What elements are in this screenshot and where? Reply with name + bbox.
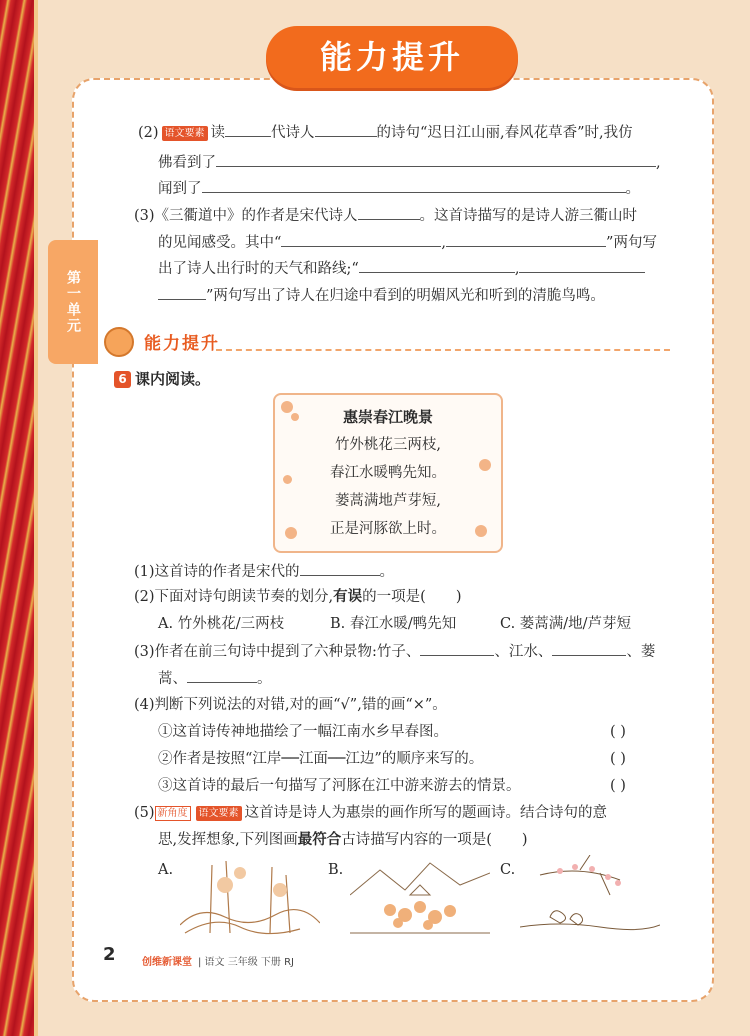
s5-text: 这首诗是诗人为惠崇的画作所写的题画诗。结合诗句的意 [244,805,608,821]
q2-line2 [158,152,661,173]
q3-line2 [158,232,657,253]
q2-line2-end: , [656,155,661,171]
q2-line1 [138,122,633,143]
pic-label-c: C. [500,862,516,878]
q3-line2-a: 的见闻感受。其中“ [158,235,282,251]
q2-text-b: 代诗人 [271,125,315,141]
q6-heading [114,369,210,389]
poem-frame [273,393,503,553]
brand-name: 创维新课堂 [142,957,192,968]
decorative-ribbon [0,0,34,1036]
blank-q3-line-a[interactable] [281,232,441,247]
q3-line1 [134,205,637,226]
picture-b-mountain-village[interactable] [350,855,490,935]
q3-line3 [158,258,645,279]
q3-line3-b: , [514,261,520,277]
s3-line2-text: 蒿、 [158,671,187,687]
blank-q3-line-e[interactable] [158,285,206,300]
ribbon-edge [34,0,38,1036]
s3-text-c: 、蒌 [626,644,656,660]
q3-line3-a: 出了诗人出行时的天气和路线;“ [158,261,359,277]
s4-item-3: ③这首诗的最后一句描写了河豚在江中游来游去的情景。 [158,778,521,794]
page-number: 2 [103,944,116,965]
q2-line3-text: 闻到了 [158,181,202,197]
q6-label: 课内阅读。 [135,370,211,388]
poem-line-1: 竹外桃花三两枝, [334,437,442,453]
s1 [134,561,394,582]
blank-q3-line-d[interactable] [519,258,645,273]
s5-line2-bold: 最符合 [297,831,342,848]
s3-text-a: (3)作者在前三句诗中提到了六种景物:竹子、 [134,644,421,660]
s1-end: 。 [379,564,395,580]
q3-line2-b: , [441,235,447,251]
q2-text-a: 读 [210,125,226,141]
s2-text: (2)下面对诗句朗读节奏的划分, [134,589,334,605]
q3-text-a: (3)《三衢道中》的作者是宋代诗人 [134,208,358,224]
blank-s3-c[interactable] [187,668,257,683]
s2-option-a[interactable]: A. 竹外桃花/三两枝 [158,616,285,632]
s2-bold: 有误 [333,588,363,605]
poem-line-4: 正是河豚欲上时。 [330,521,446,537]
s3-text-b: 、江水、 [494,644,553,660]
pic-label-a: A. [158,862,174,878]
q6-number-badge: 6 [114,371,131,388]
s4-answer-1[interactable]: ( ) [610,724,626,740]
q2-num: (2) [138,125,159,141]
s5 [134,803,607,823]
poem-title: 惠崇春江晚景 [342,408,433,426]
q2-tag: 语文要素 [162,126,208,141]
new-angle-tag: 新角度 [155,806,191,821]
q3-text-b: 。这首诗描写的是诗人游三衢山时 [419,208,638,224]
s2-text-c: 的一项是( [362,589,426,605]
blank-q3-poet[interactable] [358,205,420,220]
poem-line-2: 春江水暖鸭先知。 [330,465,446,481]
s2-option-c[interactable]: C. 蒌蒿满/地/芦芽短 [500,616,632,632]
s5-tag: 语文要素 [196,806,242,821]
q3-line4-text: ”两句写出了诗人在归途中看到的明媚风光和听到的清脆鸟鸣。 [206,288,605,304]
s5-line2-d: ) [521,832,528,848]
blank-s3-b[interactable] [552,641,626,656]
pic-label-b: B. [328,862,344,878]
q3-line4 [158,285,605,306]
monkey-mascot-icon [104,327,134,357]
section-divider [216,349,670,351]
s4-answer-3[interactable]: ( ) [610,778,626,794]
blank-s3-a[interactable] [420,641,494,656]
q2-line2-text: 佛看到了 [158,155,216,171]
s5-line2-a: 思,发挥想象,下列图画 [158,832,298,848]
q2-text-c: 的诗句“迟日江山丽,春风花草香”时,我仿 [376,125,633,141]
q2-line3 [158,178,640,199]
s4-answer-2[interactable]: ( ) [610,751,626,767]
s5-line2-c: 古诗描写内容的一项是( [341,832,492,848]
s2-option-b[interactable]: B. 春江水暖/鸭先知 [330,616,457,632]
q2-line3-end: 。 [625,181,640,197]
book-info: | 语文 三年级 下册 RJ [198,957,294,968]
section-header [104,327,670,357]
blank-s1[interactable] [300,561,380,576]
s3-line2-end: 。 [257,671,272,687]
page-banner: 能力提升 [266,26,518,88]
q3-line2-c: ”两句写 [606,235,657,251]
s1-text: (1)这首诗的作者是宋代的 [134,564,300,580]
s3-line2 [158,668,272,689]
s4: (4)判断下列说法的对错,对的画“√”,错的画“×”。 [134,697,447,713]
s4-item-2: ②作者是按照“江岸──江面──江边”的顺序来写的。 [158,751,484,767]
blank-smelled[interactable] [202,178,626,193]
blank-q3-line-b[interactable] [446,232,606,247]
unit-tab: 第一单元 [48,240,98,364]
s5-num: (5) [134,805,155,821]
s2-text-d: ) [455,589,462,605]
picture-c-peach-blossom-ducks[interactable] [520,855,660,935]
poem-line-3: 蒌蒿满地芦芽短, [334,493,442,509]
section-title: 能力提升 [144,334,220,354]
blank-saw[interactable] [216,152,656,167]
s3 [134,641,655,662]
s2 [134,587,462,607]
blank-poet[interactable] [315,122,377,137]
s4-item-1: ①这首诗传神地描绘了一幅江南水乡早春图。 [158,724,448,740]
s5-line2 [158,830,528,850]
picture-a-riverbank[interactable] [180,855,320,935]
blank-dynasty[interactable] [225,122,271,137]
blank-q3-line-c[interactable] [359,258,515,273]
